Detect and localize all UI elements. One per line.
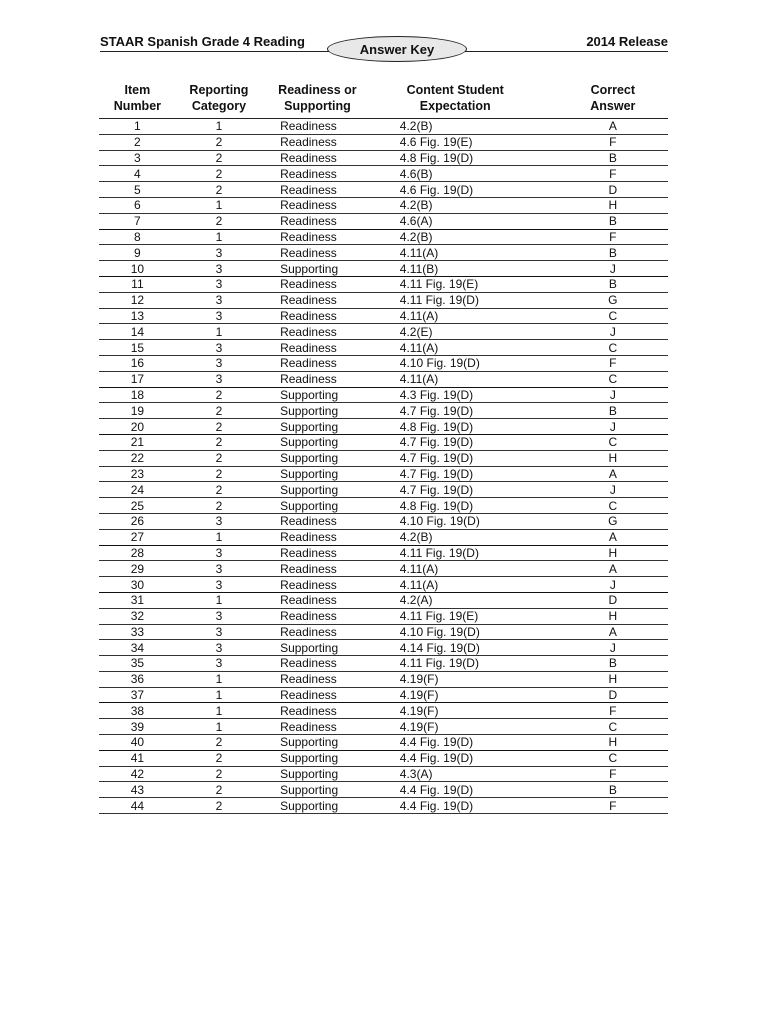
reporting-category-cell: 2 [176,213,262,229]
item-number-cell: 1 [99,119,176,135]
reporting-category-cell: 3 [176,261,262,277]
reporting-category-cell: 2 [176,498,262,514]
table-row [99,545,668,561]
correct-answer-cell: B [538,656,668,672]
readiness-or-supporting-cell: Readiness [262,197,373,213]
readiness-or-supporting-cell: Supporting [262,450,373,466]
correct-answer-cell: C [538,371,668,387]
readiness-or-supporting-cell: Supporting [262,261,373,277]
content-expectation-cell: 4.10 Fig. 19(D) [373,355,538,371]
table-row [99,624,668,640]
correct-answer-cell: H [538,197,668,213]
correct-answer-cell: F [538,798,668,814]
reporting-category-cell: 2 [176,750,262,766]
item-number-cell: 29 [99,561,176,577]
reporting-category-cell: 3 [176,640,262,656]
reporting-category-cell: 2 [176,735,262,751]
reporting-category-cell: 1 [176,703,262,719]
table-row [99,687,668,703]
reporting-category-cell: 3 [176,656,262,672]
item-number-cell: 10 [99,261,176,277]
item-number-cell: 17 [99,371,176,387]
table-row [99,750,668,766]
item-number-cell: 16 [99,355,176,371]
item-number-cell: 25 [99,498,176,514]
table-row [99,229,668,245]
table-row [99,766,668,782]
readiness-or-supporting-cell: Readiness [262,134,373,150]
correct-answer-cell: G [538,292,668,308]
correct-answer-cell: A [538,561,668,577]
readiness-or-supporting-cell: Readiness [262,371,373,387]
readiness-or-supporting-cell: Readiness [262,340,373,356]
content-expectation-cell: 4.11 Fig. 19(D) [373,292,538,308]
table-row [99,529,668,545]
content-expectation-cell: 4.11(B) [373,261,538,277]
reporting-category-cell: 3 [176,340,262,356]
correct-answer-cell: F [538,229,668,245]
item-number-cell: 14 [99,324,176,340]
content-expectation-cell: 4.2(B) [373,197,538,213]
item-number-cell: 36 [99,671,176,687]
reporting-category-cell: 1 [176,119,262,135]
reporting-category-cell: 1 [176,719,262,735]
item-number-cell: 12 [99,292,176,308]
table-row [99,119,668,135]
item-number-cell: 44 [99,798,176,814]
correct-answer-cell: J [538,482,668,498]
col-header-reporting-category: Reporting Category [176,76,262,119]
correct-answer-cell: C [538,434,668,450]
item-number-cell: 6 [99,197,176,213]
table-row [99,498,668,514]
reporting-category-cell: 1 [176,529,262,545]
item-number-cell: 34 [99,640,176,656]
content-expectation-cell: 4.6 Fig. 19(D) [373,182,538,198]
correct-answer-cell: C [538,340,668,356]
table-row [99,182,668,198]
table-row [99,276,668,292]
table-row [99,735,668,751]
answer-key-table [99,76,668,814]
correct-answer-cell: C [538,719,668,735]
content-expectation-cell: 4.7 Fig. 19(D) [373,450,538,466]
reporting-category-cell: 3 [176,355,262,371]
content-expectation-cell: 4.6 Fig. 19(E) [373,134,538,150]
content-expectation-cell: 4.11 Fig. 19(E) [373,608,538,624]
correct-answer-cell: H [538,545,668,561]
item-number-cell: 38 [99,703,176,719]
readiness-or-supporting-cell: Readiness [262,719,373,735]
table-row [99,782,668,798]
readiness-or-supporting-cell: Readiness [262,245,373,261]
table-row [99,387,668,403]
reporting-category-cell: 1 [176,197,262,213]
item-number-cell: 37 [99,687,176,703]
item-number-cell: 33 [99,624,176,640]
table-row [99,703,668,719]
item-number-cell: 43 [99,782,176,798]
table-row [99,513,668,529]
item-number-cell: 39 [99,719,176,735]
reporting-category-cell: 1 [176,592,262,608]
reporting-category-cell: 1 [176,687,262,703]
content-expectation-cell: 4.4 Fig. 19(D) [373,735,538,751]
reporting-category-cell: 3 [176,561,262,577]
content-expectation-cell: 4.4 Fig. 19(D) [373,750,538,766]
content-expectation-cell: 4.2(E) [373,324,538,340]
correct-answer-cell: A [538,529,668,545]
readiness-or-supporting-cell: Readiness [262,592,373,608]
content-expectation-cell: 4.10 Fig. 19(D) [373,624,538,640]
table-row [99,434,668,450]
item-number-cell: 30 [99,577,176,593]
table-row [99,419,668,435]
content-expectation-cell: 4.8 Fig. 19(D) [373,419,538,435]
item-number-cell: 28 [99,545,176,561]
content-expectation-cell: 4.11(A) [373,308,538,324]
item-number-cell: 9 [99,245,176,261]
answer-key-label: Answer Key [359,41,435,57]
correct-answer-cell: J [538,324,668,340]
content-expectation-cell: 4.6(A) [373,213,538,229]
readiness-or-supporting-cell: Readiness [262,166,373,182]
readiness-or-supporting-cell: Supporting [262,482,373,498]
item-number-cell: 15 [99,340,176,356]
table-row [99,340,668,356]
table-row [99,719,668,735]
item-number-cell: 13 [99,308,176,324]
readiness-or-supporting-cell: Readiness [262,229,373,245]
item-number-cell: 24 [99,482,176,498]
table-row [99,450,668,466]
readiness-or-supporting-cell: Readiness [262,624,373,640]
content-expectation-cell: 4.11(A) [373,245,538,261]
reporting-category-cell: 2 [176,450,262,466]
correct-answer-cell: F [538,703,668,719]
page-header [100,34,668,58]
table-row [99,640,668,656]
content-expectation-cell: 4.11(A) [373,340,538,356]
readiness-or-supporting-cell: Readiness [262,308,373,324]
content-expectation-cell: 4.2(A) [373,592,538,608]
document-title: STAAR Spanish Grade 4 Reading [100,34,305,49]
correct-answer-cell: J [538,419,668,435]
reporting-category-cell: 2 [176,403,262,419]
readiness-or-supporting-cell: Readiness [262,703,373,719]
table-row [99,197,668,213]
content-expectation-cell: 4.19(F) [373,687,538,703]
content-expectation-cell: 4.7 Fig. 19(D) [373,466,538,482]
reporting-category-cell: 3 [176,577,262,593]
readiness-or-supporting-cell: Readiness [262,656,373,672]
correct-answer-cell: H [538,735,668,751]
correct-answer-cell: B [538,150,668,166]
table-row [99,371,668,387]
table-row [99,150,668,166]
item-number-cell: 26 [99,513,176,529]
reporting-category-cell: 3 [176,545,262,561]
reporting-category-cell: 2 [176,798,262,814]
readiness-or-supporting-cell: Readiness [262,324,373,340]
content-expectation-cell: 4.11(A) [373,561,538,577]
reporting-category-cell: 2 [176,150,262,166]
readiness-or-supporting-cell: Readiness [262,529,373,545]
readiness-or-supporting-cell: Supporting [262,640,373,656]
content-expectation-cell: 4.11 Fig. 19(D) [373,545,538,561]
reporting-category-cell: 2 [176,419,262,435]
table-row [99,292,668,308]
correct-answer-cell: H [538,671,668,687]
readiness-or-supporting-cell: Supporting [262,403,373,419]
reporting-category-cell: 3 [176,308,262,324]
readiness-or-supporting-cell: Readiness [262,545,373,561]
item-number-cell: 11 [99,276,176,292]
readiness-or-supporting-cell: Readiness [262,608,373,624]
readiness-or-supporting-cell: Supporting [262,766,373,782]
reporting-category-cell: 2 [176,387,262,403]
correct-answer-cell: H [538,450,668,466]
correct-answer-cell: H [538,608,668,624]
reporting-category-cell: 2 [176,134,262,150]
content-expectation-cell: 4.10 Fig. 19(D) [373,513,538,529]
content-expectation-cell: 4.3(A) [373,766,538,782]
reporting-category-cell: 2 [176,766,262,782]
correct-answer-cell: B [538,403,668,419]
readiness-or-supporting-cell: Readiness [262,671,373,687]
content-expectation-cell: 4.7 Fig. 19(D) [373,434,538,450]
item-number-cell: 2 [99,134,176,150]
correct-answer-cell: C [538,498,668,514]
item-number-cell: 27 [99,529,176,545]
readiness-or-supporting-cell: Supporting [262,798,373,814]
readiness-or-supporting-cell: Readiness [262,561,373,577]
reporting-category-cell: 3 [176,292,262,308]
content-expectation-cell: 4.19(F) [373,671,538,687]
table-row [99,798,668,814]
correct-answer-cell: A [538,466,668,482]
item-number-cell: 7 [99,213,176,229]
item-number-cell: 4 [99,166,176,182]
correct-answer-cell: J [538,640,668,656]
reporting-category-cell: 3 [176,513,262,529]
readiness-or-supporting-cell: Readiness [262,276,373,292]
readiness-or-supporting-cell: Readiness [262,150,373,166]
readiness-or-supporting-cell: Supporting [262,782,373,798]
content-expectation-cell: 4.7 Fig. 19(D) [373,403,538,419]
content-expectation-cell: 4.11 Fig. 19(D) [373,656,538,672]
correct-answer-cell: D [538,592,668,608]
item-number-cell: 23 [99,466,176,482]
item-number-cell: 22 [99,450,176,466]
content-expectation-cell: 4.8 Fig. 19(D) [373,498,538,514]
table-row [99,261,668,277]
content-expectation-cell: 4.2(B) [373,119,538,135]
reporting-category-cell: 2 [176,482,262,498]
item-number-cell: 5 [99,182,176,198]
reporting-category-cell: 1 [176,229,262,245]
item-number-cell: 32 [99,608,176,624]
content-expectation-cell: 4.7 Fig. 19(D) [373,482,538,498]
readiness-or-supporting-cell: Supporting [262,466,373,482]
correct-answer-cell: C [538,750,668,766]
item-number-cell: 8 [99,229,176,245]
correct-answer-cell: C [538,308,668,324]
correct-answer-cell: B [538,213,668,229]
content-expectation-cell: 4.6(B) [373,166,538,182]
correct-answer-cell: J [538,577,668,593]
item-number-cell: 19 [99,403,176,419]
item-number-cell: 35 [99,656,176,672]
correct-answer-cell: D [538,182,668,198]
correct-answer-cell: A [538,624,668,640]
reporting-category-cell: 2 [176,782,262,798]
col-header-readiness: Readiness or Supporting [262,76,373,119]
table-row [99,308,668,324]
readiness-or-supporting-cell: Readiness [262,292,373,308]
table-row [99,592,668,608]
release-label: 2014 Release [586,34,668,49]
table-row [99,166,668,182]
correct-answer-cell: F [538,166,668,182]
correct-answer-cell: J [538,261,668,277]
correct-answer-cell: F [538,766,668,782]
content-expectation-cell: 4.3 Fig. 19(D) [373,387,538,403]
correct-answer-cell: D [538,687,668,703]
table-row [99,577,668,593]
reporting-category-cell: 2 [176,466,262,482]
table-row [99,134,668,150]
readiness-or-supporting-cell: Supporting [262,434,373,450]
correct-answer-cell: F [538,134,668,150]
item-number-cell: 42 [99,766,176,782]
reporting-category-cell: 3 [176,371,262,387]
reporting-category-cell: 3 [176,608,262,624]
content-expectation-cell: 4.19(F) [373,719,538,735]
reporting-category-cell: 3 [176,245,262,261]
reporting-category-cell: 2 [176,434,262,450]
correct-answer-cell: B [538,276,668,292]
table-header-row [99,76,668,119]
col-header-expectation: Content Student Expectation [373,76,538,119]
readiness-or-supporting-cell: Readiness [262,182,373,198]
table-row [99,355,668,371]
table-row [99,245,668,261]
table-row [99,561,668,577]
content-expectation-cell: 4.14 Fig. 19(D) [373,640,538,656]
table-row [99,466,668,482]
readiness-or-supporting-cell: Supporting [262,498,373,514]
table-row [99,482,668,498]
readiness-or-supporting-cell: Supporting [262,750,373,766]
readiness-or-supporting-cell: Supporting [262,735,373,751]
readiness-or-supporting-cell: Readiness [262,687,373,703]
content-expectation-cell: 4.11(A) [373,371,538,387]
correct-answer-cell: A [538,119,668,135]
col-header-item-number: Item Number [99,76,176,119]
content-expectation-cell: 4.2(B) [373,229,538,245]
correct-answer-cell: B [538,782,668,798]
table-row [99,403,668,419]
content-expectation-cell: 4.8 Fig. 19(D) [373,150,538,166]
item-number-cell: 31 [99,592,176,608]
item-number-cell: 41 [99,750,176,766]
table-row [99,608,668,624]
item-number-cell: 21 [99,434,176,450]
content-expectation-cell: 4.11 Fig. 19(E) [373,276,538,292]
answer-key-badge [327,36,467,62]
reporting-category-cell: 2 [176,182,262,198]
correct-answer-cell: J [538,387,668,403]
table-row [99,671,668,687]
readiness-or-supporting-cell: Readiness [262,577,373,593]
readiness-or-supporting-cell: Readiness [262,119,373,135]
correct-answer-cell: G [538,513,668,529]
content-expectation-cell: 4.19(F) [373,703,538,719]
reporting-category-cell: 1 [176,324,262,340]
content-expectation-cell: 4.2(B) [373,529,538,545]
content-expectation-cell: 4.11(A) [373,577,538,593]
readiness-or-supporting-cell: Readiness [262,513,373,529]
reporting-category-cell: 1 [176,671,262,687]
readiness-or-supporting-cell: Readiness [262,213,373,229]
item-number-cell: 20 [99,419,176,435]
readiness-or-supporting-cell: Supporting [262,387,373,403]
item-number-cell: 40 [99,735,176,751]
item-number-cell: 3 [99,150,176,166]
readiness-or-supporting-cell: Supporting [262,419,373,435]
readiness-or-supporting-cell: Readiness [262,355,373,371]
table-row [99,324,668,340]
correct-answer-cell: B [538,245,668,261]
content-expectation-cell: 4.4 Fig. 19(D) [373,782,538,798]
content-expectation-cell: 4.4 Fig. 19(D) [373,798,538,814]
table-body [99,119,668,814]
item-number-cell: 18 [99,387,176,403]
reporting-category-cell: 3 [176,276,262,292]
reporting-category-cell: 2 [176,166,262,182]
table-row [99,656,668,672]
col-header-correct-answer: Correct Answer [538,76,668,119]
table-row [99,213,668,229]
correct-answer-cell: F [538,355,668,371]
reporting-category-cell: 3 [176,624,262,640]
